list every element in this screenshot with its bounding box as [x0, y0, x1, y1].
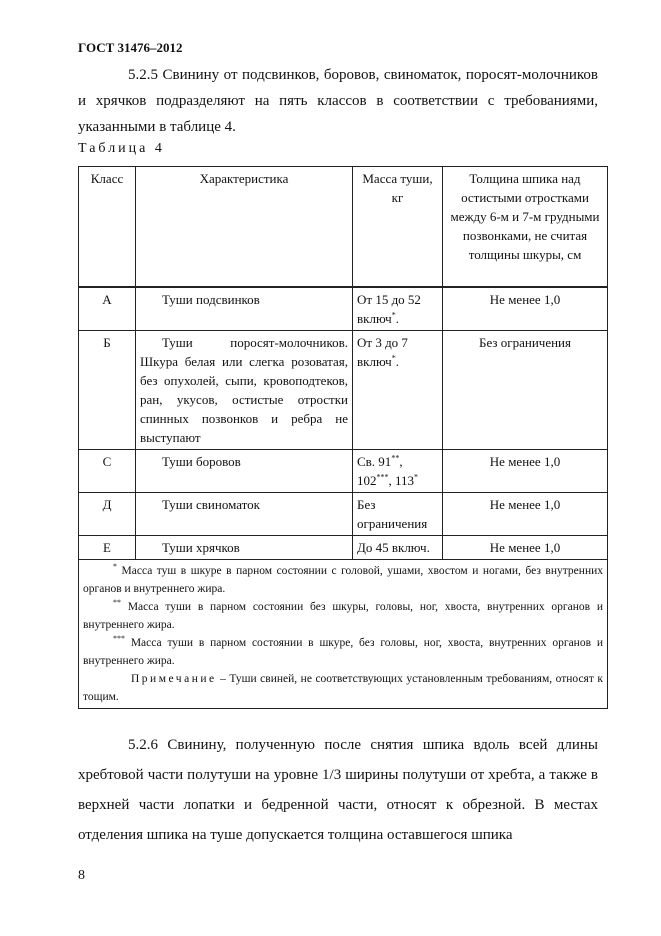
table-header-row — [79, 167, 608, 287]
page-number: 8 — [78, 868, 85, 883]
class-cell: С — [79, 449, 136, 492]
thickness-cell: Не менее 1,0 — [443, 449, 608, 492]
col-thickness-header: Толщина шпика над остистыми отростками между 6-м и 7-м грудными позвонками, не считая толщины шкуры, см — [443, 167, 608, 287]
mass-cell: От 15 до 52 включ*. — [353, 287, 443, 331]
table-caption: Таблица 4 — [78, 141, 165, 156]
mass-cell: До 45 включ. — [353, 535, 443, 559]
characteristic-cell: Туши подсвинков — [136, 287, 353, 331]
characteristic-cell: Туши хрячков — [136, 535, 353, 559]
table-row — [79, 492, 608, 535]
thickness-cell: Без ограничения — [443, 330, 608, 449]
characteristic-cell: Туши поросят-молочников. Шкура белая или слегка розоватая, без опухолей, сыпи, кровоподтеков, ран, укусов, остистые отростки спинных позвонков и ребра не выступают — [136, 330, 353, 449]
class-cell: Б — [79, 330, 136, 449]
class-table — [78, 166, 608, 709]
footnote-2: ** Масса туши в парном состоянии без шкуры, головы, ног, хвоста, внутренних органов и внутреннего жира. — [83, 597, 604, 631]
thickness-cell: Не менее 1,0 — [443, 535, 608, 559]
outro-paragraph — [78, 730, 598, 850]
thickness-cell: Не менее 1,0 — [443, 287, 608, 331]
class-cell: Е — [79, 535, 136, 559]
table-notes — [79, 559, 608, 708]
mass-cell: От 3 до 7 включ*. — [353, 330, 443, 449]
mass-cell: Св. 91**, 102***, 113* — [353, 449, 443, 492]
table-row — [79, 535, 608, 559]
table-notes-row — [79, 559, 608, 708]
intro-text: 5.2.5 Свинину от подсвинков, боровов, свиноматок, поросят-молочников и хрячков подразделяют на пять классов в соответствии с требованиями, указанными в таблице 4. — [78, 67, 598, 135]
footnote-3: *** Масса туши в парном состоянии в шкуре, без головы, ног, хвоста, внутренних органов и внутреннего жира. — [83, 633, 603, 667]
col-mass-header: Масса туши, кг — [353, 167, 443, 287]
mass-cell: Без ограничения — [353, 492, 443, 535]
characteristic-cell: Туши свиноматок — [136, 492, 353, 535]
class-cell: Д — [79, 492, 136, 535]
class-cell: А — [79, 287, 136, 331]
table-row — [79, 287, 608, 331]
col-characteristic-header: Характеристика — [136, 167, 353, 287]
table-remark: Примечание – Туши свиней, не соответствующих установленным требованиям, относят к тощим. — [83, 672, 603, 703]
thickness-cell: Не менее 1,0 — [443, 492, 608, 535]
table-row — [79, 449, 608, 492]
table-row — [79, 330, 608, 449]
outro-text: 5.2.6 Свинину, полученную после снятия шпика вдоль всей длины хребтовой части полутуши на уровне 1/3 ширины полутуши от хребта, а также в верхней части лопатки и бедренной части, относят к обрезной. В местах отделения шпика на туше допускается толщина оставшегося шпика — [78, 737, 598, 843]
intro-paragraph — [78, 62, 598, 140]
col-class-header: Класс — [79, 167, 136, 287]
footnote-1: * Масса туш в шкуре в парном состоянии с головой, ушами, хвостом и ногами, без внутренних органов и внутреннего жира. — [83, 561, 604, 595]
characteristic-cell: Туши боровов — [136, 449, 353, 492]
document-header: ГОСТ 31476–2012 — [78, 40, 183, 55]
